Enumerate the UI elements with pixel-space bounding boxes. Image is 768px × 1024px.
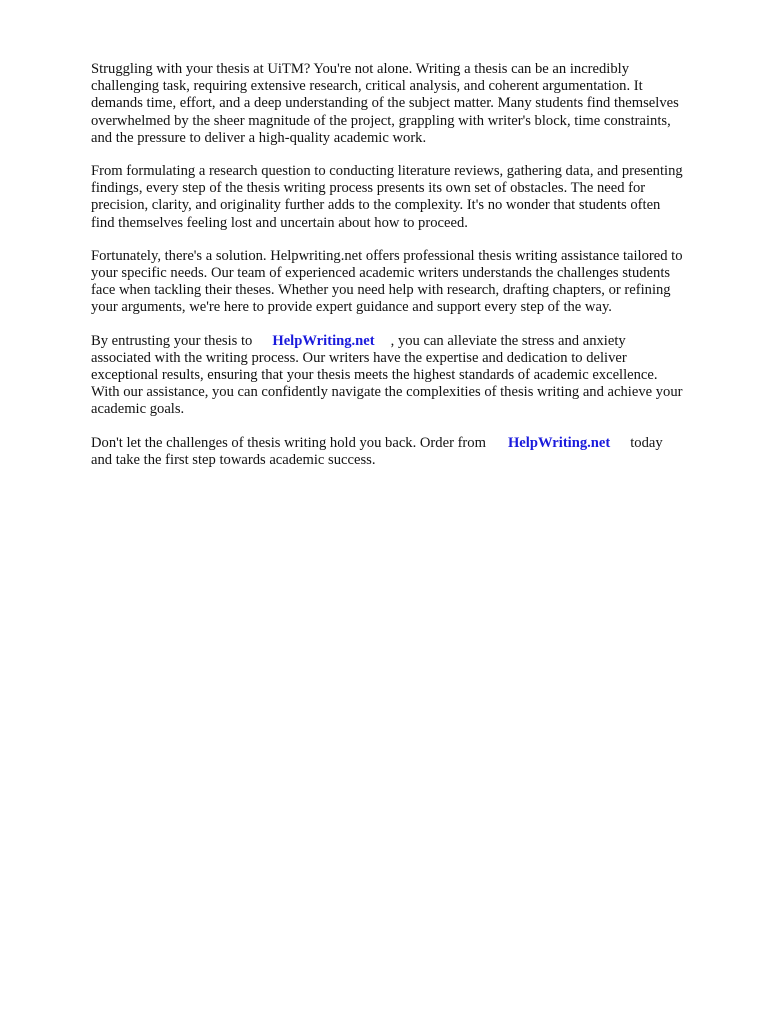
text-segment: Don't let the challenges of thesis writing hold you back. Order from — [91, 434, 486, 451]
text-line: From formulating a research question to conducting literature reviews, gathering data, and presenting — [91, 163, 683, 180]
text-segment: , you can alleviate the stress and anxiety — [390, 332, 626, 349]
text-line: face when tackling their theses. Whether you need help with research, drafting chapters, or refining — [91, 282, 671, 299]
helpwriting-link[interactable]: HelpWriting.net — [507, 434, 611, 451]
text-line: findings, every step of the thesis writing process presents its own set of obstacles. The need for — [91, 180, 646, 197]
text-segment: By entrusting your thesis to — [91, 332, 253, 349]
text-line: overwhelmed by the sheer magnitude of the project, grappling with writer's block, time constraints, — [91, 112, 671, 129]
text-line: exceptional results, ensuring that your thesis meets the highest standards of academic excellence. — [91, 367, 658, 384]
text-line: find themselves feeling lost and uncertain about how to proceed. — [91, 214, 468, 231]
text-line: challenging task, requiring extensive research, critical analysis, and coherent argumentation. It — [91, 78, 643, 95]
paragraph-solution — [91, 248, 731, 317]
paragraph-entrusting — [91, 333, 731, 419]
text-segment: today — [630, 434, 663, 451]
text-line — [91, 333, 731, 350]
text-line — [91, 435, 731, 452]
text-line: precision, clarity, and originality further adds to the complexity. It's no wonder that students often — [91, 197, 661, 214]
document-body — [91, 61, 731, 485]
text-line: academic goals. — [91, 401, 185, 418]
text-line: With our assistance, you can confidently navigate the complexities of thesis writing and achieve your — [91, 384, 683, 401]
text-line: your arguments, we're here to provide expert guidance and support every step of the way. — [91, 299, 612, 316]
paragraph-obstacles — [91, 163, 731, 232]
text-line: your specific needs. Our team of experienced academic writers understands the challenges students — [91, 265, 671, 282]
text-line: Struggling with your thesis at UiTM? You're not alone. Writing a thesis can be an incredibly — [91, 61, 630, 77]
text-line: and the pressure to deliver a high-quality academic work. — [91, 129, 427, 146]
paragraph-intro — [91, 61, 731, 147]
text-line: associated with the writing process. Our writers have the expertise and dedication to deliver — [91, 349, 627, 366]
paragraph-call-to-action — [91, 435, 731, 469]
text-line: Fortunately, there's a solution. Helpwriting.net offers professional thesis writing assistance tailored to — [91, 247, 683, 264]
text-line: and take the first step towards academic success. — [91, 451, 376, 468]
text-line: demands time, effort, and a deep understanding of the subject matter. Many students find themselves — [91, 95, 679, 112]
helpwriting-link[interactable]: HelpWriting.net — [272, 332, 375, 349]
